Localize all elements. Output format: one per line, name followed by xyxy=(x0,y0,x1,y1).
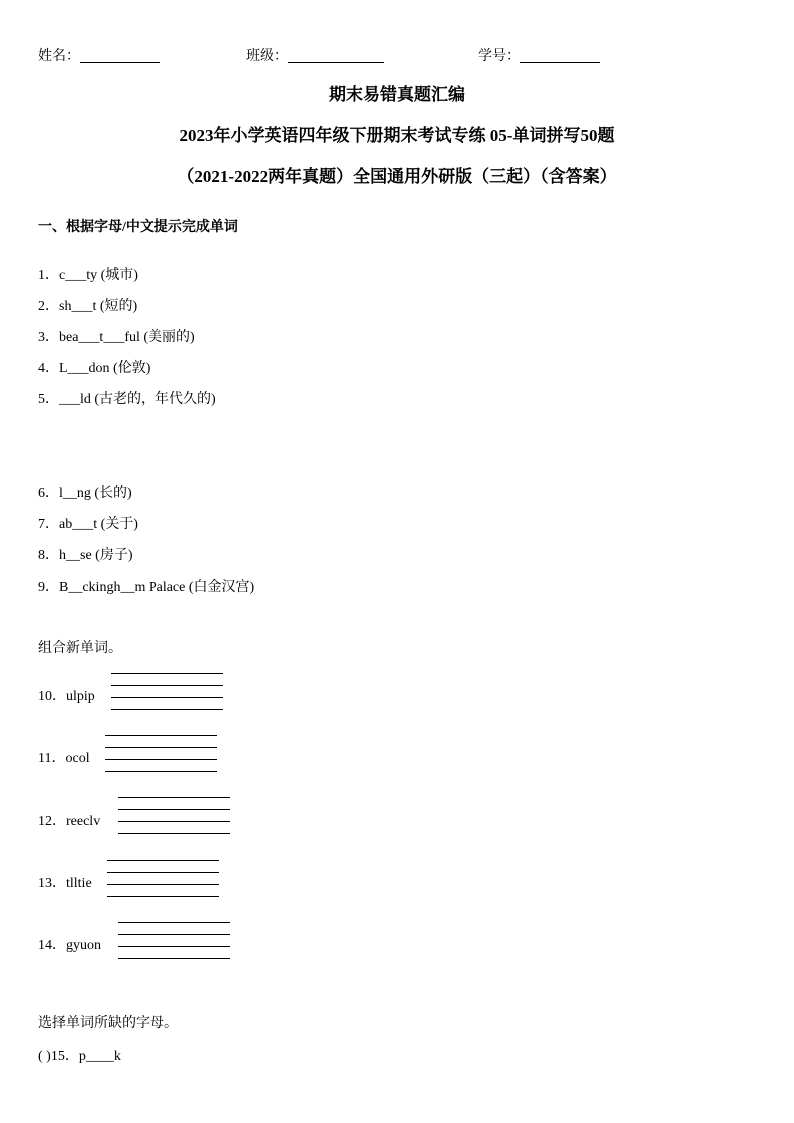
section-heading: 选择单词所缺的字母。 xyxy=(38,1016,178,1031)
question-item: 9．B__ckingh__m Palace (白金汉宫) xyxy=(38,580,255,595)
name-blank[interactable] xyxy=(80,48,160,63)
id-field xyxy=(478,45,600,65)
question-item: 14．gyuon xyxy=(38,938,101,953)
question-item: 5．___ld (古老的，年代久的) xyxy=(38,392,216,407)
name-field xyxy=(38,45,160,65)
question-item: 2．sh___t (短的) xyxy=(38,299,138,314)
question-item: 1．c___ty (城市) xyxy=(38,268,138,283)
question-item: 11．ocol xyxy=(38,751,90,766)
class-blank[interactable] xyxy=(288,48,384,63)
question-item: 8．h__se (房子) xyxy=(38,548,133,563)
question-item: 12．reeclv xyxy=(38,814,101,829)
page-subtitle: 2023年小学英语四年级下册期末考试专练 05-单词拼写50题 xyxy=(179,126,615,145)
question-item: 10．ulpip xyxy=(38,689,95,704)
question-item: 7．ab___t (关于) xyxy=(38,517,138,532)
question-item: 3．bea___t___ful (美丽的) xyxy=(38,330,195,345)
question-item: 6．l__ng (长的) xyxy=(38,486,132,501)
name-label: 姓名： xyxy=(38,49,80,64)
page-title: 期末易错真题汇编 xyxy=(329,85,465,104)
question-item: ( )15．p____k xyxy=(38,1049,121,1064)
question-item: 4．L___don (伦敦) xyxy=(38,361,151,376)
section-heading: 一、根据字母/中文提示完成单词 xyxy=(38,220,238,235)
id-label: 学号： xyxy=(478,49,520,64)
page-subtitle-2: （2021-2022两年真题）全国通用外研版（三起）（含答案） xyxy=(177,167,617,186)
id-blank[interactable] xyxy=(520,48,600,63)
section-heading: 组合新单词。 xyxy=(38,641,122,656)
class-field xyxy=(246,45,384,65)
question-item: 13．tlltie xyxy=(38,876,92,891)
class-label: 班级： xyxy=(246,49,288,64)
